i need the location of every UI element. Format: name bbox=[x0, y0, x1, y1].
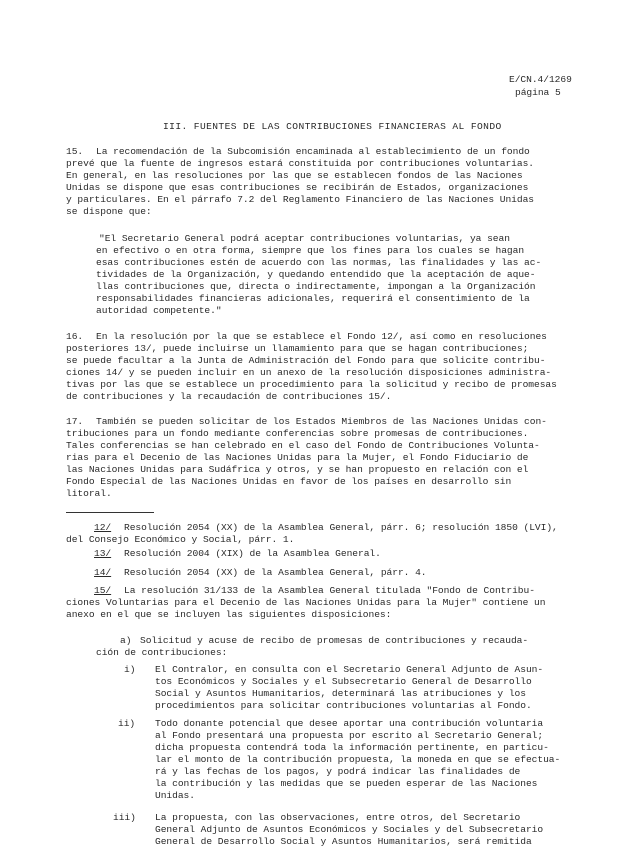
paragraph-number-15: 15. bbox=[66, 146, 84, 157]
footnote-14-text: Resolución 2054 (XX) de la Asamblea General, párr. 4. bbox=[124, 567, 427, 578]
paragraph-number-17: 17. bbox=[66, 416, 84, 427]
quote-line: tividades de la Organización, y quedando entendido que la aceptación de aque- bbox=[96, 269, 536, 280]
item-i-line: procedimientos para solicitar contribuciones voluntarias al Fondo. bbox=[155, 700, 532, 711]
quote-line: en efectivo o en otra forma, siempre que los fines para los cuales se hagan bbox=[96, 245, 525, 256]
p15-line: La recomendación de la Subcomisión encaminada al establecimiento de un fondo bbox=[96, 146, 530, 157]
footnote-13-text: Resolución 2004 (XIX) de la Asamblea General. bbox=[124, 548, 381, 559]
footnote-marker-12: 12/ bbox=[94, 522, 112, 533]
p15-line: prevé que la fuente de ingresos estará constituida por contribuciones voluntarias. bbox=[66, 158, 534, 169]
item-iii-line: La propuesta, con las observaciones, entre otros, del Secretario bbox=[155, 812, 521, 823]
quote-line: responsabilidades financieras adicionales, requerirá el consentimiento de la bbox=[96, 293, 530, 304]
p16-line: de contribuciones y la recaudación de contribuciones 15/. bbox=[66, 391, 392, 402]
paragraph-number-16: 16. bbox=[66, 331, 84, 342]
quote-line: llas contribuciones que, directa o indirectamente, impongan a la Organización bbox=[96, 281, 536, 292]
p16-line: posteriores 13/, puede incluirse un llamamiento para que se hagan contribuciones; bbox=[66, 343, 529, 354]
quote-line: esas contribuciones estén de acuerdo con las normas, las finalidades y las ac- bbox=[96, 257, 542, 268]
p17-line: tribuciones para un fondo mediante conferencias sobre promesas de contribuciones. bbox=[66, 428, 529, 439]
footnote-12-line: del Consejo Económico y Social, párr. 1. bbox=[66, 534, 295, 545]
page-number: página 5 bbox=[515, 87, 561, 98]
p15-line: En general, en las resoluciones por las que se establecen fondos de las Naciones bbox=[66, 170, 523, 181]
p16-line: tivas por las que se establece un procedimiento para la solicitud y recibo de promesas bbox=[66, 379, 557, 390]
item-i-line: Social y Asuntos Humanitarios, determinará las atribuciones y los bbox=[155, 688, 526, 699]
item-ii-line: Todo donante potencial que desee aportar una contribución voluntaria bbox=[155, 718, 544, 729]
item-marker-ii: ii) bbox=[118, 718, 136, 729]
footnote-15-line: ciones Voluntarias para el Decenio de las Naciones Unidas para la Mujer" contiene un bbox=[66, 597, 546, 608]
document-symbol: E/CN.4/1269 bbox=[509, 74, 572, 85]
footnote-15-line: anexo en el que se incluyen las siguientes disposiciones: bbox=[66, 609, 392, 620]
item-ii-line: lar el monto de la contribución propuesta, la moneda en que se efectua- bbox=[155, 754, 561, 765]
item-ii-line: dicha propuesta contendrá toda la información pertinente, en particu- bbox=[155, 742, 549, 753]
section-title: III. FUENTES DE LAS CONTRIBUCIONES FINANCIERAS AL FONDO bbox=[163, 121, 502, 132]
item-a-line: ción de contribuciones: bbox=[96, 647, 228, 658]
p15-line: y particulares. En el párrafo 7.2 del Reglamento Financiero de las Naciones Unidas bbox=[66, 194, 534, 205]
item-a-line: Solicitud y acuse de recibo de promesas de contribuciones y recauda- bbox=[140, 635, 529, 646]
p15-line: Unidas se dispone que esas contribuciones se recibirán de Estados, organizaciones bbox=[66, 182, 529, 193]
p16-line: En la resolución por la que se establece el Fondo 12/, así como en resoluciones bbox=[96, 331, 547, 342]
item-ii-line: rá y las fechas de los pagos, y podrá indicar las finalidades de bbox=[155, 766, 521, 777]
item-marker-i: i) bbox=[124, 664, 136, 675]
p17-line: También se pueden solicitar de los Estados Miembros de las Naciones Unidas con- bbox=[96, 416, 547, 427]
item-i-line: El Contralor, en consulta con el Secretario General Adjunto de Asun- bbox=[155, 664, 544, 675]
item-ii-line: al Fondo presentará una propuesta por escrito al Secretario General; bbox=[155, 730, 544, 741]
footnote-marker-13: 13/ bbox=[94, 548, 112, 559]
p15-line: se dispone que: bbox=[66, 206, 152, 217]
item-marker-iii: iii) bbox=[113, 812, 136, 823]
quote-line: autoridad competente." bbox=[96, 305, 222, 316]
item-iii-line: General de Desarrollo Social y Asuntos Humanitarios, será remitida bbox=[155, 836, 532, 847]
p16-line: se puede facultar a la Junta de Administración del Fondo para que solicite contribu- bbox=[66, 355, 546, 366]
item-marker-a: a) bbox=[120, 635, 132, 646]
item-i-line: tos Económicos y Sociales y el Subsecretario General de Desarrollo bbox=[155, 676, 532, 687]
p17-line: Fondo Especial de las Naciones Unidas en favor de los países en desarrollo sin bbox=[66, 476, 512, 487]
item-ii-line: la contribución y las medidas que se pueden esperar de las Naciones bbox=[155, 778, 538, 789]
footnote-marker-14: 14/ bbox=[94, 567, 112, 578]
p17-line: litoral. bbox=[66, 488, 112, 499]
item-ii-line: Unidas. bbox=[155, 790, 195, 801]
p17-line: rias para el Decenio de las Naciones Unidas para la Mujer, el Fondo Fiduciario de bbox=[66, 452, 529, 463]
footnote-15-line: La resolución 31/133 de la Asamblea General titulada "Fondo de Contribu- bbox=[124, 585, 535, 596]
footnote-marker-15: 15/ bbox=[94, 585, 112, 596]
p16-line: ciones 14/ y se pueden incluir en un anexo de la resolución disposiciones administra- bbox=[66, 367, 552, 378]
p17-line: las Naciones Unidas para Sudáfrica y otros, y se han propuesto en relación con el bbox=[66, 464, 529, 475]
p17-line: Tales conferencias se han celebrado en el caso del Fondo de Contribuciones Volunta- bbox=[66, 440, 540, 451]
quote-line: "El Secretario General podrá aceptar contribuciones voluntarias, ya sean bbox=[99, 233, 510, 244]
item-iii-line: General Adjunto de Asuntos Económicos y Sociales y del Subsecretario bbox=[155, 824, 544, 835]
footnote-12-line: Resolución 2054 (XX) de la Asamblea General, párr. 6; resolución 1850 (LVI), bbox=[124, 522, 558, 533]
footnote-separator bbox=[66, 512, 154, 513]
